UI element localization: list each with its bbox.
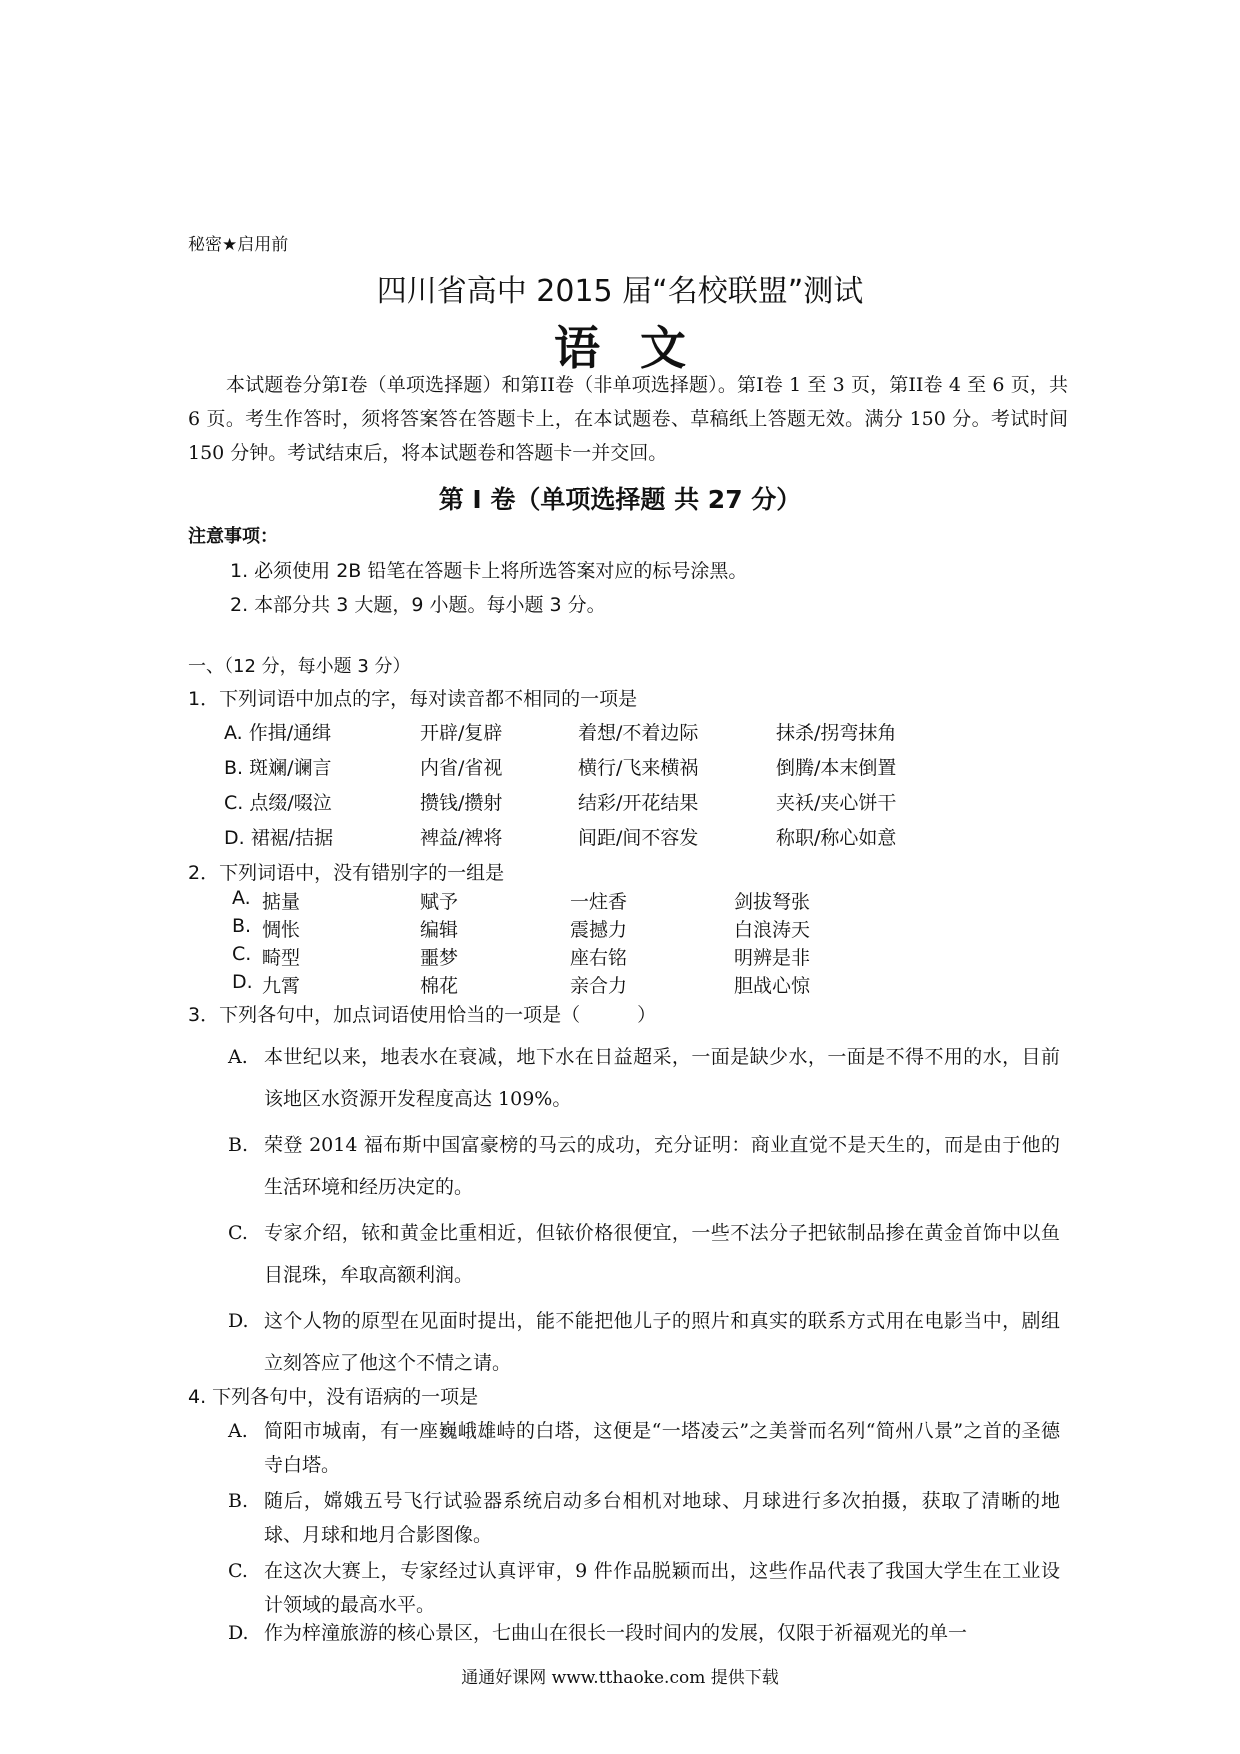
q1-cell: 结彩/开花结果 — [578, 792, 699, 814]
option-text: 随后，嫦娥五号飞行试验器系统启动多台相机对地球、月球进行多次拍摄，获取了清晰的地球、月球和地月合影图像。 — [264, 1490, 1060, 1546]
option-text: 作为梓潼旅游的核心景区，七曲山在很长一段时间内的发展，仅限于祈福观光的单一 — [264, 1622, 968, 1644]
q2-cell: 棉花 — [420, 975, 459, 997]
q2-label: D. — [232, 971, 253, 993]
option-text: 简阳市城南，有一座巍峨雄峙的白塔，这便是“一塔凌云”之美誉而名列“简州八景”之首的圣德寺白塔。 — [264, 1420, 1060, 1476]
q1-cell: 裨益/裨将 — [420, 827, 503, 849]
q1-cell: 横行/飞来横祸 — [578, 757, 699, 779]
q3-option-b — [230, 1124, 1060, 1208]
option-label: A. — [228, 1046, 248, 1068]
q2-cell: 胆战心惊 — [734, 975, 811, 997]
q1-cell: 内省/省视 — [420, 757, 503, 779]
q2-cell: 九霄 — [262, 975, 301, 997]
notice-item: 2. 本部分共 3 大题，9 小题。每小题 3 分。 — [230, 594, 606, 616]
q1-cell: B. 斑斓/谰言 — [224, 757, 332, 779]
q1-cell: A. 作揖/通缉 — [224, 722, 332, 744]
q4-option-c — [230, 1554, 1060, 1622]
option-text: 荣登 2014 福布斯中国富豪榜的马云的成功，充分证明：商业直觉不是天生的，而是由于他的生活环境和经历决定的。 — [264, 1134, 1060, 1198]
option-label: C. — [228, 1560, 248, 1582]
option-text: 这个人物的原型在见面时提出，能不能把他儿子的照片和真实的联系方式用在电影当中，剧组立刻答应了他这个不情之请。 — [264, 1310, 1060, 1374]
option-label: A. — [228, 1420, 248, 1442]
q1-cell: 着想/不着边际 — [578, 722, 699, 744]
q2-cell: 震撼力 — [570, 919, 628, 941]
q2-label: A. — [232, 887, 251, 909]
page-footer: 通通好课网 www.tthaoke.com 提供下载 — [461, 1668, 779, 1688]
option-label: B. — [228, 1134, 249, 1156]
question-3-stem: 3．下列各句中，加点词语使用恰当的一项是（ ） — [188, 1004, 657, 1026]
notice-item: 1. 必须使用 2B 铅笔在答题卡上将所选答案对应的标号涂黑。 — [230, 560, 748, 582]
notice-heading: 注意事项： — [188, 526, 278, 547]
q4-option-a — [230, 1414, 1060, 1482]
q2-cell: 亲合力 — [570, 975, 628, 997]
option-text: 在这次大赛上，专家经过认真评审，9 件作品脱颖而出，这些作品代表了我国大学生在工业设计领域的最高水平。 — [264, 1560, 1060, 1616]
question-1-stem: 1．下列词语中加点的字，每对读音都不相同的一项是 — [188, 688, 638, 710]
q1-cell: 称职/称心如意 — [776, 827, 897, 849]
q4-option-b — [230, 1484, 1060, 1552]
q3-option-d — [230, 1300, 1060, 1384]
q2-label: C. — [232, 943, 252, 965]
q1-cell: 抹杀/拐弯抹角 — [776, 722, 897, 744]
q1-cell: D. 裙裾/拮据 — [224, 827, 334, 849]
q3-option-a — [230, 1036, 1060, 1120]
q2-cell: 座右铭 — [570, 947, 628, 969]
q1-cell: 攒钱/攒射 — [420, 792, 503, 814]
q2-cell: 明辨是非 — [734, 947, 811, 969]
q2-cell: 噩梦 — [420, 947, 459, 969]
q4-option-d — [230, 1616, 1060, 1650]
q1-cell: 夹袄/夹心饼干 — [776, 792, 897, 814]
q2-label: B. — [232, 915, 252, 937]
q2-cell: 编辑 — [420, 919, 459, 941]
q3-option-c — [230, 1212, 1060, 1296]
option-label: D. — [228, 1622, 249, 1644]
option-label: B. — [228, 1490, 249, 1512]
subject-title: 语文 — [554, 321, 726, 375]
q1-cell: 开辟/复辟 — [420, 722, 503, 744]
q2-cell: 赋予 — [420, 891, 459, 913]
option-label: C. — [228, 1222, 248, 1244]
q1-cell: C. 点缀/啜泣 — [224, 792, 332, 814]
option-text: 本世纪以来，地表水在衰减，地下水在日益超采，一面是缺少水，一面是不得不用的水，目前该地区水资源开发程度高达 109%。 — [264, 1046, 1060, 1110]
exam-title: 四川省高中 2015 届“名校联盟”测试 — [376, 274, 864, 309]
q2-cell: 白浪涛天 — [734, 919, 811, 941]
volume-title: 第 Ⅰ 卷（单项选择题 共 27 分） — [438, 485, 802, 514]
q1-cell: 倒腾/本末倒置 — [776, 757, 897, 779]
confidential-mark: 秘密★启用前 — [188, 235, 289, 255]
exam-instructions: 本试题卷分第Ⅰ卷（单项选择题）和第II卷（非单项选择题）。第Ⅰ卷 1 至 3 页，第II卷 4 至 6 页，共 6 页。考生作答时，须将答案答在答题卡上，在本试题卷、草稿纸上答题无效。满分 150 分。考试时间 150 分钟。考试结束后，将本试题卷和答题卡一并交回。 — [188, 374, 1068, 464]
q2-cell: 掂量 — [262, 891, 301, 913]
q2-cell: 剑拔弩张 — [734, 891, 811, 913]
q1-cell: 间距/间不容发 — [578, 827, 699, 849]
option-label: D. — [228, 1310, 249, 1332]
section-heading: 一、（12 分，每小题 3 分） — [188, 656, 411, 677]
question-4-stem: 4. 下列各句中，没有语病的一项是 — [188, 1386, 479, 1408]
q2-cell: 惆怅 — [262, 919, 301, 941]
option-text: 专家介绍，铱和黄金比重相近，但铱价格很便宜，一些不法分子把铱制品掺在黄金首饰中以鱼目混珠，牟取高额利润。 — [264, 1222, 1060, 1286]
q2-cell: 畸型 — [262, 947, 301, 969]
question-2-stem: 2．下列词语中，没有错别字的一组是 — [188, 862, 505, 884]
q2-cell: 一炷香 — [570, 891, 628, 913]
